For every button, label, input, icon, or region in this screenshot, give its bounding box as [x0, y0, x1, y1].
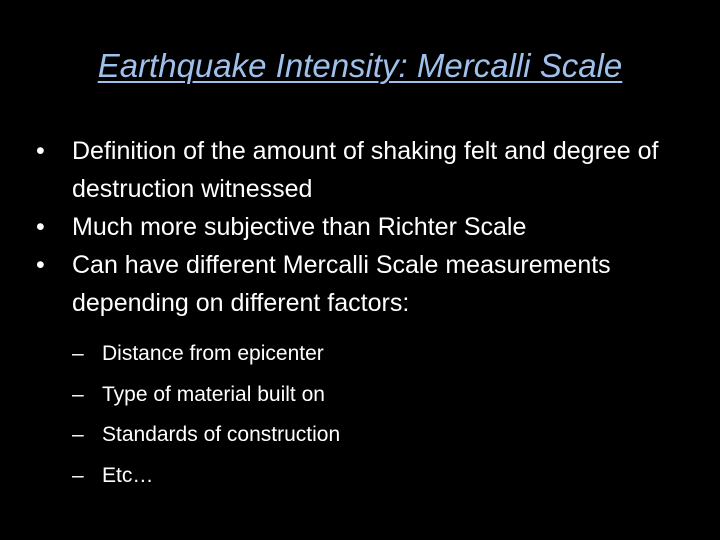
bullet-marker: • [36, 213, 45, 241]
sub-bullet-marker: – [72, 463, 84, 487]
bullet-item [36, 246, 696, 496]
sub-bullet-text: Etc… [102, 463, 154, 487]
bullet-text: Much more subjective than Richter Scale [72, 213, 527, 241]
bullet-item [36, 208, 696, 246]
sub-bullet-text: Type of material built on [102, 382, 325, 406]
sub-bullet-item [72, 415, 696, 456]
bullet-marker: • [36, 251, 45, 279]
bullet-text: Can have different Mercalli Scale measurements depending on different factors: [72, 251, 611, 317]
sub-bullet-text: Distance from epicenter [102, 342, 324, 365]
bullet-text: Definition of the amount of shaking felt and degree of destruction witnessed [72, 137, 659, 203]
sub-bullet-item [72, 456, 696, 497]
sub-bullet-marker: – [72, 342, 84, 365]
bullet-item [36, 132, 696, 208]
slide-title: Earthquake Intensity: Mercalli Scale [97, 47, 623, 84]
sub-bullet-item [72, 334, 696, 375]
sub-bullet-marker: – [72, 382, 84, 406]
sub-bullet-list [72, 334, 696, 496]
sub-bullet-marker: – [72, 423, 84, 446]
bullet-list [36, 132, 696, 496]
sub-bullet-text: Standards of construction [102, 423, 341, 446]
sub-bullet-item [72, 375, 696, 416]
bullet-marker: • [36, 137, 45, 165]
